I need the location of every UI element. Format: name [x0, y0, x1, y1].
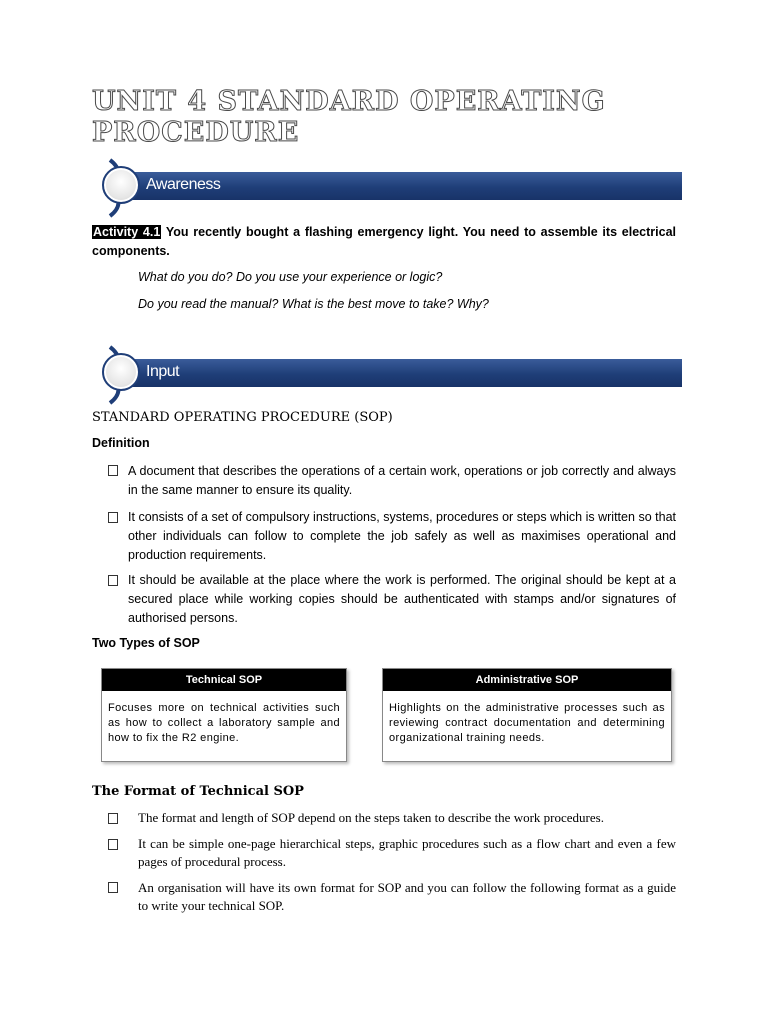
bullet-box-icon — [108, 839, 118, 850]
types-heading: Two Types of SOP — [92, 636, 200, 650]
awareness-banner — [96, 158, 686, 218]
banner-circle-icon — [102, 166, 140, 204]
administrative-sop-box — [382, 668, 672, 762]
activity-question-2: Do you read the manual? What is the best move to take? Why? — [138, 297, 489, 311]
awareness-label: Awareness — [146, 176, 221, 193]
definition-heading: Definition — [92, 436, 150, 450]
definition-bullet-1: A document that describes the operations of a certain work, operations or job correctly and always in the same manner to ensure its quality. — [128, 464, 676, 497]
input-bar — [126, 359, 682, 387]
input-label: Input — [146, 363, 180, 380]
activity-paragraph — [92, 223, 676, 261]
activity-label: Activity 4.1 — [93, 225, 161, 239]
technical-sop-title: Technical SOP — [102, 669, 346, 691]
activity-question-1: What do you do? Do you use your experience or logic? — [138, 270, 443, 284]
format-heading: The Format of Technical SOP — [92, 784, 304, 799]
administrative-sop-body: Highlights on the administrative processes such as reviewing contract documentation and determining organizational training needs. — [389, 702, 665, 744]
page-title: UNIT 4 STANDARD OPERATING PROCEDURE — [92, 86, 606, 148]
definition-bullet-3: It should be available at the place where the work is performed. The original should be kept at a secured place while working copies should be authenticated with stamps and/or signatures of authorised persons. — [128, 573, 676, 625]
awareness-bar — [126, 172, 682, 200]
bullet-box-icon — [108, 512, 118, 523]
format-bullet-2: It can be simple one-page hierarchical steps, graphic procedures such as a flow chart and even a few pages of procedural process. — [138, 836, 676, 869]
technical-sop-box — [101, 668, 347, 762]
technical-sop-body: Focuses more on technical activities such as how to collect a laboratory sample and how to fix the R2 engine. — [108, 702, 340, 744]
bullet-box-icon — [108, 465, 118, 476]
banner-circle-icon — [102, 353, 140, 391]
format-bullet-3: An organisation will have its own format for SOP and you can follow the following format as a guide to write your technical SOP. — [138, 880, 676, 913]
bullet-box-icon — [108, 813, 118, 824]
sop-heading: STANDARD OPERATING PROCEDURE (SOP) — [92, 410, 393, 425]
definition-bullet-2: It consists of a set of compulsory instructions, systems, procedures or steps which is written so that other individuals can follow to complete the job safely as well as maximises operational and production requirements. — [128, 510, 676, 562]
bullet-box-icon — [108, 575, 118, 586]
activity-text: You recently bought a flashing emergency light. You need to assemble its electrical components. — [92, 225, 676, 258]
input-banner — [96, 345, 686, 405]
format-bullet-1: The format and length of SOP depend on the steps taken to describe the work procedures. — [138, 810, 604, 825]
administrative-sop-title: Administrative SOP — [383, 669, 671, 691]
bullet-box-icon — [108, 882, 118, 893]
